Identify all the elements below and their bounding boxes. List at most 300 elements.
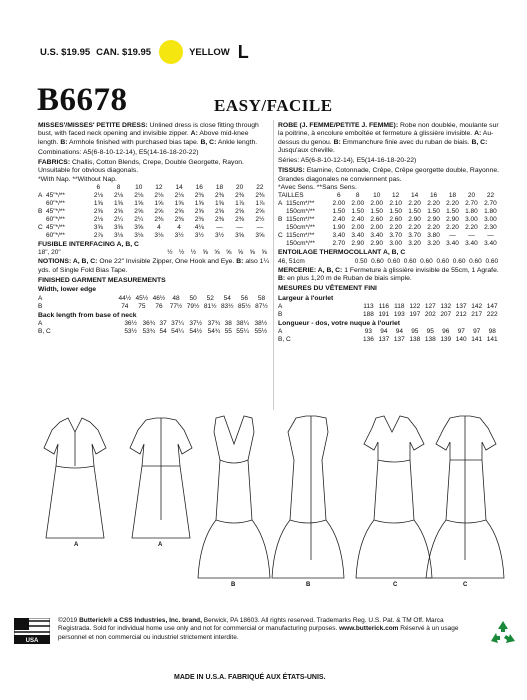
website-link[interactable]: www.butterick.com [339,625,399,633]
table-cell: 36½ [124,319,137,327]
can-price: CAN. $19.95 [96,46,152,58]
table-cell: 0.60 [420,257,433,265]
table-cell: 3½ [194,232,204,240]
table-cell: 2.90 [351,240,365,248]
table-cell: 3⅝ [255,232,265,240]
table-cell: ⅝ [249,249,255,257]
table-cell: 3.40 [446,240,459,248]
table-cell: 222 [486,310,498,318]
table-cell: 1.50 [446,208,459,216]
table-cell: 3⅛ [154,232,164,240]
table-cell: 2⅜ [214,216,224,224]
table-cell: 2.00 [351,200,365,208]
table-row: C 45"*/** 3⅝ 3⅝ 3⅝ 4 4 4⅛ — — — [38,224,270,232]
table-cell: 1.50 [370,208,384,216]
table-cell: 2.00 [351,224,365,232]
dress-a-front-drawing [44,418,106,538]
table-cell: 1.50 [351,208,365,216]
english-interfacing-heading: FUSIBLE INTERFACING A, B, C [38,241,139,249]
size-header-cell: 6 [336,192,341,200]
table-cell: 0.60 [387,257,401,265]
table-row: C 115cm*/** 3.40 3.40 3.40 3.70 3.70 3.80 — — — [278,232,500,240]
table-cell: 116 [378,302,390,310]
table-row: 46, 51cm 0.50 0.60 0.60 0.60 0.60 0.60 0.60 0.60 0.60 [278,257,499,265]
table-cell: 53½ [124,327,137,335]
table-cell: 3.70 [408,232,421,240]
size-header-cell: 22 [486,192,495,200]
table-cell: — [216,224,223,232]
table-row: A 113 116 118 122 127 132 137 142 147 [278,303,500,311]
column-divider [273,120,274,410]
table-cell: 3⅝ [134,224,144,232]
table-cell: 2⅝ [214,208,224,216]
table-cell: 97 [473,328,481,336]
table-cell: 4 [177,224,181,232]
size-header-cell: 16 [195,184,203,192]
table-cell: 2⅛ [174,192,184,200]
table-cell: 2.90 [446,216,459,224]
table-cell: 2.20 [446,224,459,232]
table-cell: 3.20 [427,240,440,248]
table-cell: 3⅝ [114,224,124,232]
table-cell: 95 [426,328,434,336]
table-cell: 1.90 [332,224,346,232]
table-cell: ⅝ [202,249,208,257]
table-cell: 2.90 [408,216,421,224]
french-combinations: Séries: A5(6-8-10-12-14), E5(14-16-18-20-22) [278,157,417,165]
french-interfacing-heading: ENTOILAGE THERMOCOLLANT A, B, C [278,249,406,257]
table-cell: 2.40 [332,216,346,224]
size-header-cell: 12 [392,192,400,200]
table-cell: 2.20 [427,224,440,232]
table-cell: 3.40 [484,240,497,248]
table-cell: 2⅝ [114,208,124,216]
table-row: 150cm*/** 1.90 2.00 2.00 2.20 2.20 2.20 2.20 2.20 2.30 [278,224,500,232]
french-fabrics: TISSUS: Etamine, Cotonnade, Crêpe, Crêpe georgette double, Rayonne. [278,167,500,175]
pattern-number: B6678 [37,82,128,118]
size-header-cell: 8 [116,184,121,192]
table-cell: 56 [240,294,248,302]
table-cell: 2.00 [332,200,346,208]
size-header-cell: 16 [429,192,438,200]
table-row: B 115cm*/** 2.40 2.40 2.60 2.60 2.90 2.90 2.90 3.00 3.00 [278,216,500,224]
table-cell: 3½ [214,232,224,240]
table-cell: ⅝ [237,249,244,257]
table-cell: 138 [409,336,421,344]
table-cell: 1⅝ [194,200,204,208]
size-header-cell: 20 [467,192,476,200]
table-cell: 2.20 [408,200,421,208]
english-width-table [38,295,270,311]
table-cell: ½ [167,249,173,257]
size-code: L [237,41,249,62]
table-cell: 2⅜ [154,216,164,224]
label-a-front: A [74,542,79,548]
table-cell: 2.00 [370,200,384,208]
table-cell: 2.70 [484,200,497,208]
us-price: U.S. $19.95 [40,46,91,58]
table-cell: 2⅜ [235,216,245,224]
dress-c-back-drawing [426,416,504,578]
table-cell: 54½ [189,327,203,335]
english-fabrics: FABRICS: Challis, Cotton Blends, Crepe, Double Georgette, Rayon. [38,159,244,167]
table-cell: 2⅜ [194,192,204,200]
size-header-cell: 20 [236,184,244,192]
table-cell: 55½ [254,327,268,335]
table-cell: 93 [364,328,373,336]
table-row: B, C 136 137 137 138 138 139 140 141 141 [278,336,500,344]
table-cell: 98 [488,328,496,336]
made-in-usa-flag-icon [14,618,50,644]
table-cell: 212 [455,310,467,318]
table-row: B, C 53½ 53¾ 54 54¼ 54½ 54¾ 55 55¼ 55½ [38,328,270,336]
table-cell: 113 [363,302,374,310]
table-cell: 217 [471,310,483,318]
svg-text:USA: USA [25,638,39,644]
table-cell: 3⅛ [114,232,124,240]
table-cell: 2⅜ [194,216,204,224]
recycle-icon [488,619,518,649]
table-cell: 1⅝ [93,200,103,208]
table-cell: 74 [121,302,129,310]
yellow-dot-icon [159,40,183,64]
dress-c-front-drawing [356,416,432,578]
table-cell: 0.60 [403,257,417,265]
size-header-cell: 12 [155,184,163,192]
table-cell: 37¼ [171,319,184,327]
table-cell: 3.80 [427,232,440,240]
table-cell: 2⅞ [93,232,103,240]
table-cell: 3.20 [408,240,421,248]
table-cell: 2.60 [389,216,402,224]
table-cell: 2⅛ [93,216,103,224]
table-cell: ⅝ [214,249,220,257]
size-header-row [38,184,270,192]
table-cell: 1⅝ [134,200,144,208]
table-cell: 2½ [255,216,265,224]
table-cell: 2.90 [427,216,440,224]
table-cell: 37 [159,319,167,327]
table-cell: 2.20 [427,200,440,208]
table-cell: 1⅞ [255,200,265,208]
table-cell: — [449,232,456,240]
size-header-cell: 14 [410,192,419,200]
english-combinations: Combinations: A5(6-8-10-12-14), E5(14-16-18-20-22) [38,148,199,156]
size-header-cell: 8 [355,192,360,200]
table-cell: 58 [257,294,266,302]
table-cell: 1.50 [332,208,346,216]
table-cell: 2⅛ [93,192,103,200]
table-cell: 85½ [238,302,251,310]
table-cell: 1⅝ [214,200,224,208]
table-cell: 141 [471,336,483,344]
table-cell: 1.80 [465,208,478,216]
table-cell: 54¾ [207,327,221,335]
table-cell: 3.00 [465,216,478,224]
table-cell: 0.60 [371,257,384,265]
dress-b-back-drawing [272,416,344,578]
size-header-cell: 14 [175,184,183,192]
table-row: B 188 191 193 197 202 207 212 217 222 [278,311,500,319]
table-cell: 2⅜ [214,192,224,200]
copyright-text: ©2019 Butterick® a CSS Industries, Inc. brand, Berwick, PA 18603. All rights reserved. Trademarks Reg. U.S. Pat. & TM Off. Marca Registrada. Sold for individual home use only and not for commercial or manufacturing purposes. www.butterick.com Réservé à un usage personnel et non commercial ou industriel strictement interdite. [58,617,459,641]
table-row: B 74 75 76 77½ 79½ 81½ 83½ 85½ 87½ [38,303,270,311]
table-cell: ⅝ [261,249,267,257]
table-row: A 36½ 36¾ 37 37¼ 37½ 37¾ 38 38¼ 38½ [38,320,270,328]
table-cell: 3½ [174,232,184,240]
table-row: 60"*/** 2⅛ 2¼ 2¼ 2⅜ 2⅜ 2⅜ 2⅜ 2⅜ 2½ [38,216,270,224]
table-row: 18", 20" ½ ½ ½ ⅝ ⅝ ⅝ ⅝ ⅝ ⅝ [38,249,270,257]
french-nap-note: *Avec Sens. **Sans Sens. [278,184,357,192]
size-header-cell: 10 [135,184,143,192]
table-row: 150cm*/** 1.50 1.50 1.50 1.50 1.50 1.50 1.50 1.80 1.80 [278,208,500,216]
table-cell: 1.50 [427,208,440,216]
table-cell: 3.70 [389,232,402,240]
dress-b-front-drawing [198,416,270,578]
french-interfacing-table [278,258,500,266]
table-cell: 2⅝ [235,208,245,216]
size-header-cell: 18 [448,192,457,200]
french-back-heading: Longueur - dos, votre nuque à l'ourlet [278,319,401,327]
table-cell: 0.60 [452,257,466,265]
table-cell: 55¼ [236,327,249,335]
price-line [40,40,249,64]
table-cell: 127 [424,302,436,310]
table-cell: 2⅝ [134,208,144,216]
table-cell: 2⅝ [93,208,103,216]
table-cell: 1.50 [389,208,402,216]
table-cell: — [468,232,475,240]
french-description: ROBE (J. FEMME/PETITE J. FEMME): Robe non doublée, moulante sur la poitrine, à encolure emboîtée et fermeture à glissière invisible. A: Au-dessus du genou. B: Emmanchure finie avec du ruban de biais. B, C: Jusqu'aux cheville. [278,122,499,154]
french-width-heading: Largeur à l'ourlet [278,294,334,302]
table-cell: 2¼ [114,216,124,224]
english-unsuitable: Unsuitable for obvious diagonals. [38,167,139,175]
table-cell: 3⅛ [134,232,144,240]
table-cell: 2⅜ [235,192,245,200]
table-cell: 136 [362,336,374,344]
table-cell: 2.10 [389,200,402,208]
table-cell: 2.20 [446,200,459,208]
table-cell: 75 [138,302,146,310]
table-cell: ½ [190,249,197,257]
french-notions: MERCERIE: A, B, C: 1 Fermeture à glissière invisible de 55cm, 1 Agrafe. B: en plus 1,20 m de Ruban de biais simple. [278,266,499,282]
english-back-table [38,320,270,336]
table-cell: 122 [409,302,421,310]
table-cell: 2.60 [370,216,384,224]
table-cell: 52 [206,294,214,302]
table-cell: 76 [155,302,163,310]
table-cell: 137 [378,336,390,344]
size-header-cell: 22 [256,184,264,192]
label-b-front: B [231,582,236,588]
table-cell: 139 [440,336,452,344]
size-header-row: TAILLES 6 8 10 12 14 16 18 20 22 [278,192,500,200]
french-column [278,122,500,344]
table-cell: 3.40 [465,240,478,248]
table-cell: 142 [471,302,483,310]
table-cell: 0.60 [436,257,450,265]
french-back-table [278,328,500,344]
table-cell: 46½ [152,294,166,302]
table-cell: 79½ [186,302,200,310]
table-cell: 4 [157,224,161,232]
difficulty-label: EASY/FACILE [214,96,333,115]
table-cell: — [256,224,264,232]
table-cell: 83½ [220,302,234,310]
table-cell: 97 [457,328,465,336]
french-finished-heading: MESURES DU VÊTEMENT FINI [278,285,377,293]
table-cell: 4⅛ [194,224,204,232]
table-cell: 2⅛ [134,192,144,200]
table-cell: 193 [393,310,405,318]
footer [14,617,519,687]
table-cell: 3.40 [332,232,346,240]
french-width-table [278,303,500,319]
size-header-cell: 10 [373,192,381,200]
french-unsuitable: Grandes diagonales ne conviennent pas. [278,175,402,183]
english-nap-note: *With Nap. **Without Nap. [38,175,117,183]
english-interfacing-table [38,249,270,257]
table-cell: 87½ [255,302,268,310]
english-back-heading: Back length from base of neck [38,311,137,319]
table-cell: 188 [362,310,374,318]
french-yardage-table [278,192,500,248]
table-row: 150cm*/** 2.70 2.90 2.90 3.00 3.20 3.20 3.40 3.40 3.40 [278,240,500,248]
table-cell: 77½ [169,302,183,310]
table-cell: 2.40 [351,216,365,224]
table-cell: 96 [442,328,450,336]
label-c-back: C [463,582,468,588]
table-cell: 38 [224,319,232,327]
table-cell: 2.90 [370,240,384,248]
table-cell: 207 [440,310,452,318]
table-cell: 140 [455,336,467,344]
table-cell: 2⅝ [255,208,265,216]
made-in-usa-text: MADE IN U.S.A. FABRIQUÉ AUX ÉTATS-UNIS. [174,674,326,681]
technical-drawings [38,410,508,600]
table-cell: 37½ [189,319,203,327]
table-cell: 2⅝ [154,208,164,216]
table-cell: 0.60 [469,257,482,265]
table-cell: 81½ [203,302,217,310]
table-cell: 2⅝ [174,208,184,216]
table-cell: 94 [380,328,388,336]
label-b-back: B [306,582,311,588]
english-width-heading: Width, lower edge [38,286,97,294]
table-cell: 38¼ [236,319,249,327]
table-cell: 94 [395,328,403,336]
size-header-cell: 6 [96,184,101,192]
table-cell: 55 [224,327,232,335]
table-cell: 2.00 [370,224,384,232]
table-row: 60"*/** 1⅝ 1⅝ 1⅝ 1⅝ 1⅝ 1⅝ 1⅝ 1⅞ 1⅞ [38,200,270,208]
table-cell: 191 [378,310,390,318]
table-cell: 2⅛ [154,192,164,200]
table-cell: 1⅝ [174,200,184,208]
table-cell: 2.20 [465,224,478,232]
table-cell: 137 [393,336,405,344]
table-cell: 1⅝ [114,200,124,208]
table-cell: 36¾ [142,319,156,327]
table-cell: 1.50 [408,208,421,216]
table-cell: 137 [455,302,467,310]
table-cell: 54¼ [171,327,184,335]
table-cell: 141 [486,336,498,344]
table-cell: ⅝ [225,249,232,257]
table-cell: 2.30 [484,224,497,232]
table-cell: 3.40 [370,232,384,240]
table-cell: 54 [223,294,231,302]
table-row: A 44½ 45½ 46½ 48 50 52 54 56 58 [38,295,270,303]
table-cell: 3.40 [351,232,365,240]
table-cell: 2⅜ [255,192,265,200]
table-cell: — [487,232,494,240]
label-c-front: C [393,582,398,588]
table-row: A 45"*/** 2⅛ 2⅛ 2⅛ 2⅛ 2⅛ 2⅜ 2⅜ 2⅜ 2⅜ [38,192,270,200]
dress-a-back-drawing [130,418,192,538]
table-cell: 3.00 [484,216,497,224]
table-cell: ½ [178,249,185,257]
table-cell: 3⅝ [93,224,103,232]
table-cell: 2.70 [332,240,346,248]
table-cell: 95 [411,328,419,336]
table-cell: 0.60 [485,257,499,265]
table-cell: 147 [486,302,498,310]
table-cell: 44½ [118,294,132,302]
table-row: 60"*/** 2⅞ 3⅛ 3⅛ 3⅛ 3½ 3½ 3½ 3⅝ 3⅝ [38,232,270,240]
table-row: B 45"*/** 2⅝ 2⅝ 2⅝ 2⅝ 2⅝ 2⅝ 2⅝ 2⅝ 2⅝ [38,208,270,216]
table-row: A 115cm*/** 2.00 2.00 2.00 2.10 2.20 2.20 2.20 2.70 2.70 [278,200,500,208]
table-cell: 118 [394,302,405,310]
english-column [38,122,270,336]
table-cell: 1⅝ [154,200,164,208]
table-cell: 1.80 [484,208,497,216]
table-cell: 2⅛ [114,192,124,200]
table-cell: 202 [424,310,436,318]
english-description: MISSES'/MISSES' PETITE DRESS: Unlined dress is close fitting through bust, with faced neck opening and invisible zipper. A: Above mid-knee length. B: Armhole finished with purchased bias tape. B, C: Ankle length. [38,122,259,146]
table-cell: 48 [172,294,180,302]
table-cell: 197 [409,310,421,318]
dress-drawings-svg [38,410,508,590]
english-notions: NOTIONS: A, B, C: One 22" Invisible Zipper, One Hook and Eye. B: also 1¼ yds. of Single Fold Bias Tape. [38,258,270,274]
label-a-back: A [158,542,163,548]
table-cell: 3⅝ [235,232,245,240]
table-cell: 1⅞ [235,200,245,208]
color-word: YELLOW [189,46,230,58]
table-cell: — [236,224,243,232]
table-row: A 93 94 94 95 95 96 97 97 98 [278,328,500,336]
table-cell: 37¾ [207,319,221,327]
table-cell: 2¼ [134,216,144,224]
table-cell: 2.70 [465,200,478,208]
table-cell: 2.20 [389,224,402,232]
table-cell: 54 [159,327,167,335]
table-cell: 2⅝ [194,208,204,216]
table-cell: 38½ [254,319,268,327]
table-cell: 2.20 [408,224,421,232]
table-cell: 2⅜ [174,216,184,224]
english-finished-heading: FINISHED GARMENT MEASUREMENTS [38,276,166,284]
table-cell: 53¾ [142,327,156,335]
table-cell: 0.50 [354,257,368,265]
table-cell: 132 [440,302,452,310]
table-cell: 138 [424,336,436,344]
table-cell: 3.00 [389,240,402,248]
table-cell: 45½ [135,294,149,302]
size-header-cell: 18 [215,184,224,192]
table-cell: 50 [189,294,197,302]
english-yardage-table [38,184,270,240]
